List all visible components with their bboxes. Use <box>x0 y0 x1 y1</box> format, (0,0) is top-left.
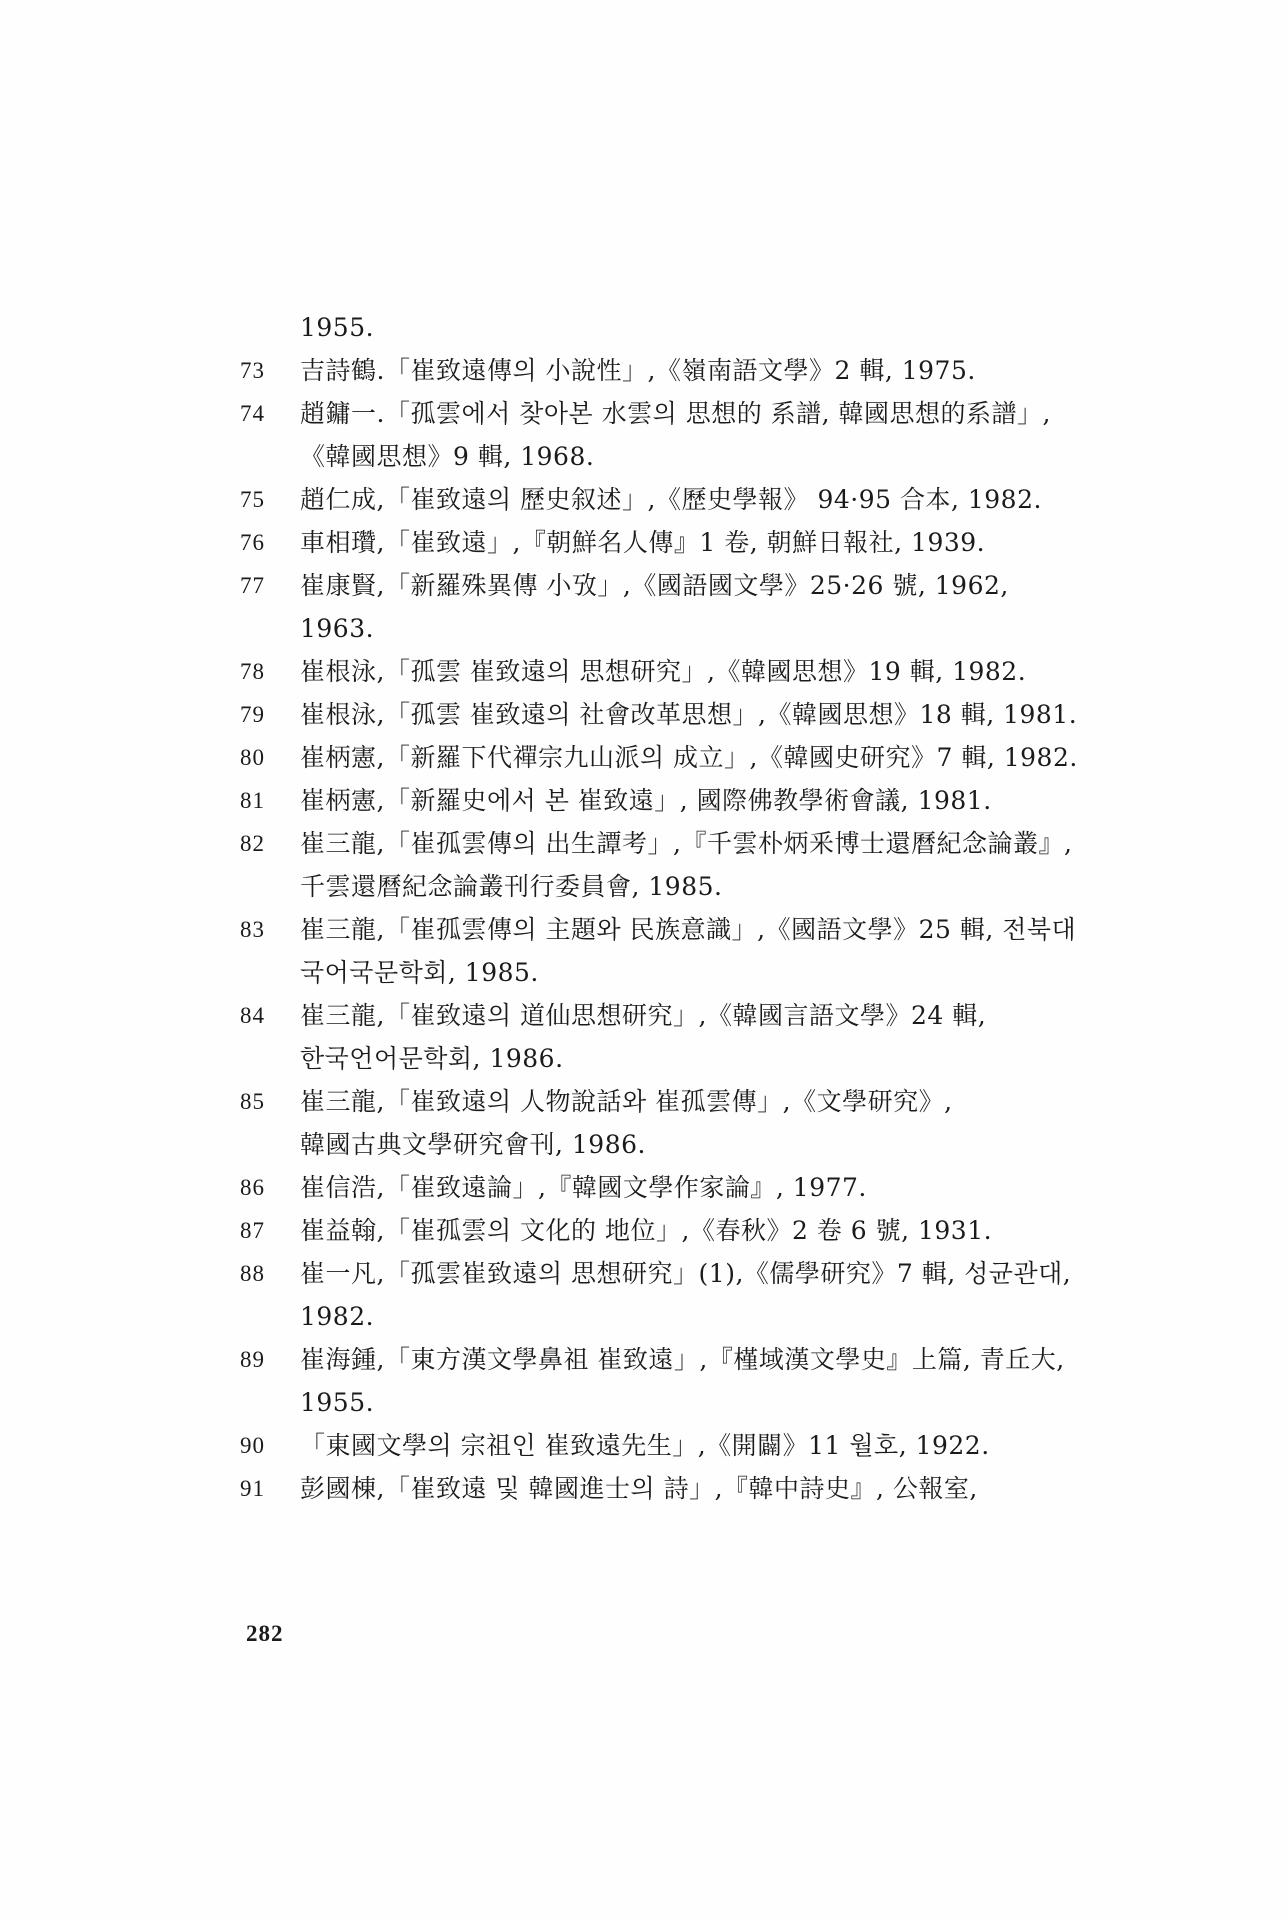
bibliography-entry <box>240 392 1080 478</box>
entry-number: 84 <box>240 1003 265 1028</box>
entry-number: 90 <box>240 1433 265 1458</box>
entry-text: 「東國文學의 宗祖인 崔致遠先生」,《開闢》11 월호, 1922. <box>300 1431 990 1460</box>
entry-text: 彭國棟,「崔致遠 및 韓國進士의 詩」,『韓中詩史』, 公報室, <box>300 1474 978 1503</box>
entry-text: 崔益翰,「崔孤雲의 文化的 地位」,《春秋》2 卷 6 號, 1931. <box>300 1216 993 1245</box>
entry-number: 89 <box>240 1347 265 1372</box>
entry-number: 82 <box>240 831 265 856</box>
bibliography-entry <box>240 779 1080 822</box>
entry-number: 73 <box>240 358 265 383</box>
entry-text: 崔信浩,「崔致遠論」,『韓國文學作家論』, 1977. <box>300 1173 867 1202</box>
entry-number: 88 <box>240 1261 265 1286</box>
entry-number: 77 <box>240 573 265 598</box>
entry-number: 83 <box>240 917 265 942</box>
entry-text: 崔海鍾,「東方漢文學鼻祖 崔致遠」,『槿域漢文學史』上篇, 青丘大, 1955. <box>300 1345 1065 1417</box>
entry-text: 崔根泳,「孤雲 崔致遠의 思想研究」,《韓國思想》19 輯, 1982. <box>300 657 1027 686</box>
entry-text: 崔三龍,「崔孤雲傳의 主題와 民族意識」,《國語文學》25 輯, 전북대 국어국문학회, 1985. <box>300 915 1077 987</box>
entry-text: 崔三龍,「崔致遠의 道仙思想研究」,《韓國言語文學》24 輯, 한국언어문학회, 1986. <box>300 1001 987 1073</box>
bibliography-list <box>240 306 1080 1510</box>
bibliography-entry <box>240 908 1080 994</box>
entry-number: 85 <box>240 1089 265 1114</box>
bibliography-entry <box>240 1467 1080 1510</box>
entry-text: 崔柄憲,「新羅史에서 본 崔致遠」, 國際佛教學術會議, 1981. <box>300 786 992 815</box>
bibliography-entry <box>240 521 1080 564</box>
entry-number: 86 <box>240 1175 265 1200</box>
bibliography-entry <box>240 1080 1080 1166</box>
bibliography-entry <box>240 1338 1080 1424</box>
entry-number: 79 <box>240 702 265 727</box>
bibliography-entry <box>240 693 1080 736</box>
entry-text: 趙鏞一.「孤雲에서 찾아본 水雲의 思想的 系譜, 韓國思想的系譜」,《韓國思想》9 輯, 1968. <box>300 399 1051 471</box>
bibliography-entry <box>240 306 1080 349</box>
entry-number: 80 <box>240 745 265 770</box>
entry-text: 1955. <box>300 313 375 342</box>
bibliography-entry <box>240 1166 1080 1209</box>
bibliography-entry <box>240 349 1080 392</box>
bibliography-entry <box>240 1424 1080 1467</box>
entry-text: 吉詩鶴.「崔致遠傳의 小說性」,《嶺南語文學》2 輯, 1975. <box>300 356 976 385</box>
bibliography-entry <box>240 478 1080 521</box>
bibliography-entry <box>240 650 1080 693</box>
entry-number: 78 <box>240 659 265 684</box>
bibliography-entry <box>240 1209 1080 1252</box>
entry-text: 崔三龍,「崔孤雲傳의 出生譚考」,『千雲朴炳釆博士還曆紀念論叢』, 千雲還曆紀念論叢刊行委員會, 1985. <box>300 829 1073 901</box>
bibliography-entry <box>240 736 1080 779</box>
entry-number: 91 <box>240 1476 265 1501</box>
entry-number: 81 <box>240 788 265 813</box>
entry-number: 76 <box>240 530 265 555</box>
bibliography-entry <box>240 822 1080 908</box>
entry-text: 崔柄憲,「新羅下代禪宗九山派의 成立」,《韓國史研究》7 輯, 1982. <box>300 743 1078 772</box>
bibliography-entry <box>240 564 1080 650</box>
entry-text: 崔康賢,「新羅殊異傳 小攷」,《國語國文學》25·26 號, 1962, 1963. <box>300 571 1009 643</box>
entry-text: 車相瓚,「崔致遠」,『朝鮮名人傳』1 卷, 朝鮮日報社, 1939. <box>300 528 986 557</box>
entry-text: 崔三龍,「崔致遠의 人物說話와 崔孤雲傳」,《文學研究》, 韓國古典文學研究會刊, 1986. <box>300 1087 953 1159</box>
bibliography-entry <box>240 994 1080 1080</box>
entry-number: 75 <box>240 487 265 512</box>
entry-text: 崔根泳,「孤雲 崔致遠의 社會改革思想」,《韓國思想》18 輯, 1981. <box>300 700 1078 729</box>
bibliography-entry <box>240 1252 1080 1338</box>
entry-text: 趙仁成,「崔致遠의 歷史叙述」,《歷史學報》 94·95 合本, 1982. <box>300 485 1042 514</box>
page-number: 282 <box>246 1621 284 1646</box>
entry-number: 87 <box>240 1218 265 1243</box>
entry-text: 崔一凡,「孤雲崔致遠의 思想研究」(1),《儒學研究》7 輯, 성균관대, 1982. <box>300 1259 1072 1331</box>
entry-number: 74 <box>240 401 265 426</box>
